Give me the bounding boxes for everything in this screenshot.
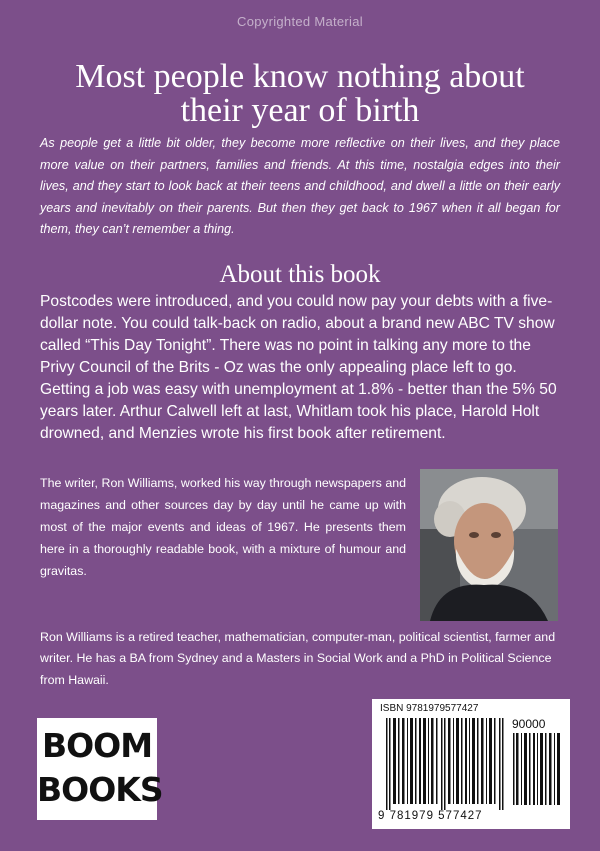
publisher-logo — [37, 718, 163, 820]
isbn-label: ISBN 9781979577427 — [380, 703, 479, 714]
logo-line-1: BOOM — [41, 726, 153, 765]
watermark-text: Copyrighted Material — [237, 14, 363, 29]
intro-paragraph: As people get a little bit older, they become more reflective on their lives, and they place more value on their partners, families and friends. At this time, nostalgia edges into their lives, and they start to look back at their teens and childhood, and dwell a little on their early years and inevitably on their parents. But then they get back to 1967 when it all began for them, they can’t remember a thing. — [40, 136, 560, 237]
price-code: 90000 — [512, 717, 546, 731]
author-photo — [420, 469, 558, 621]
about-paragraph: Postcodes were introduced, and you could now pay your debts with a five-dollar note. You could talk-back on radio, about a brand new ABC TV show called “This Day Tonight”. There was no point in talking any more to the Privy Council of the Brits - Oz was the only appealing place left to go. Getting a job was easy with unemployment at 1.8% - better than the 5% 50 years later. Arthur Calwell left at last, Whitlam took his place, Harold Holt drowned, and Menzies wrote his first book after retirement. — [40, 293, 557, 442]
ean-digits: 9 781979 577427 — [378, 810, 483, 822]
writer-paragraph: The writer, Ron Williams, worked his way through newspapers and magazines and other sources day by day until he came up with most of the major events and ideas of 1967. He presents them here in a thoroughly readable book, with a mixture of humour and gravitas. — [40, 476, 406, 578]
headline-line-2: their year of birth — [180, 92, 420, 129]
about-heading: About this book — [219, 261, 381, 288]
headline — [20, 60, 580, 128]
barcode-box — [372, 699, 570, 829]
price-addon-barcode-bars — [512, 733, 562, 805]
ean-barcode-bars — [384, 718, 506, 810]
author-portrait-illustration — [420, 469, 558, 621]
headline-line-1: Most people know nothing about — [75, 58, 525, 95]
logo-line-2: BOOKS — [37, 770, 163, 809]
bio-paragraph: Ron Williams is a retired teacher, mathematician, computer-man, political scientist, farmer and writer. He has a BA from Sydney and a Masters in Social Work and a PhD in Political Science from Hawaii. — [40, 630, 556, 687]
